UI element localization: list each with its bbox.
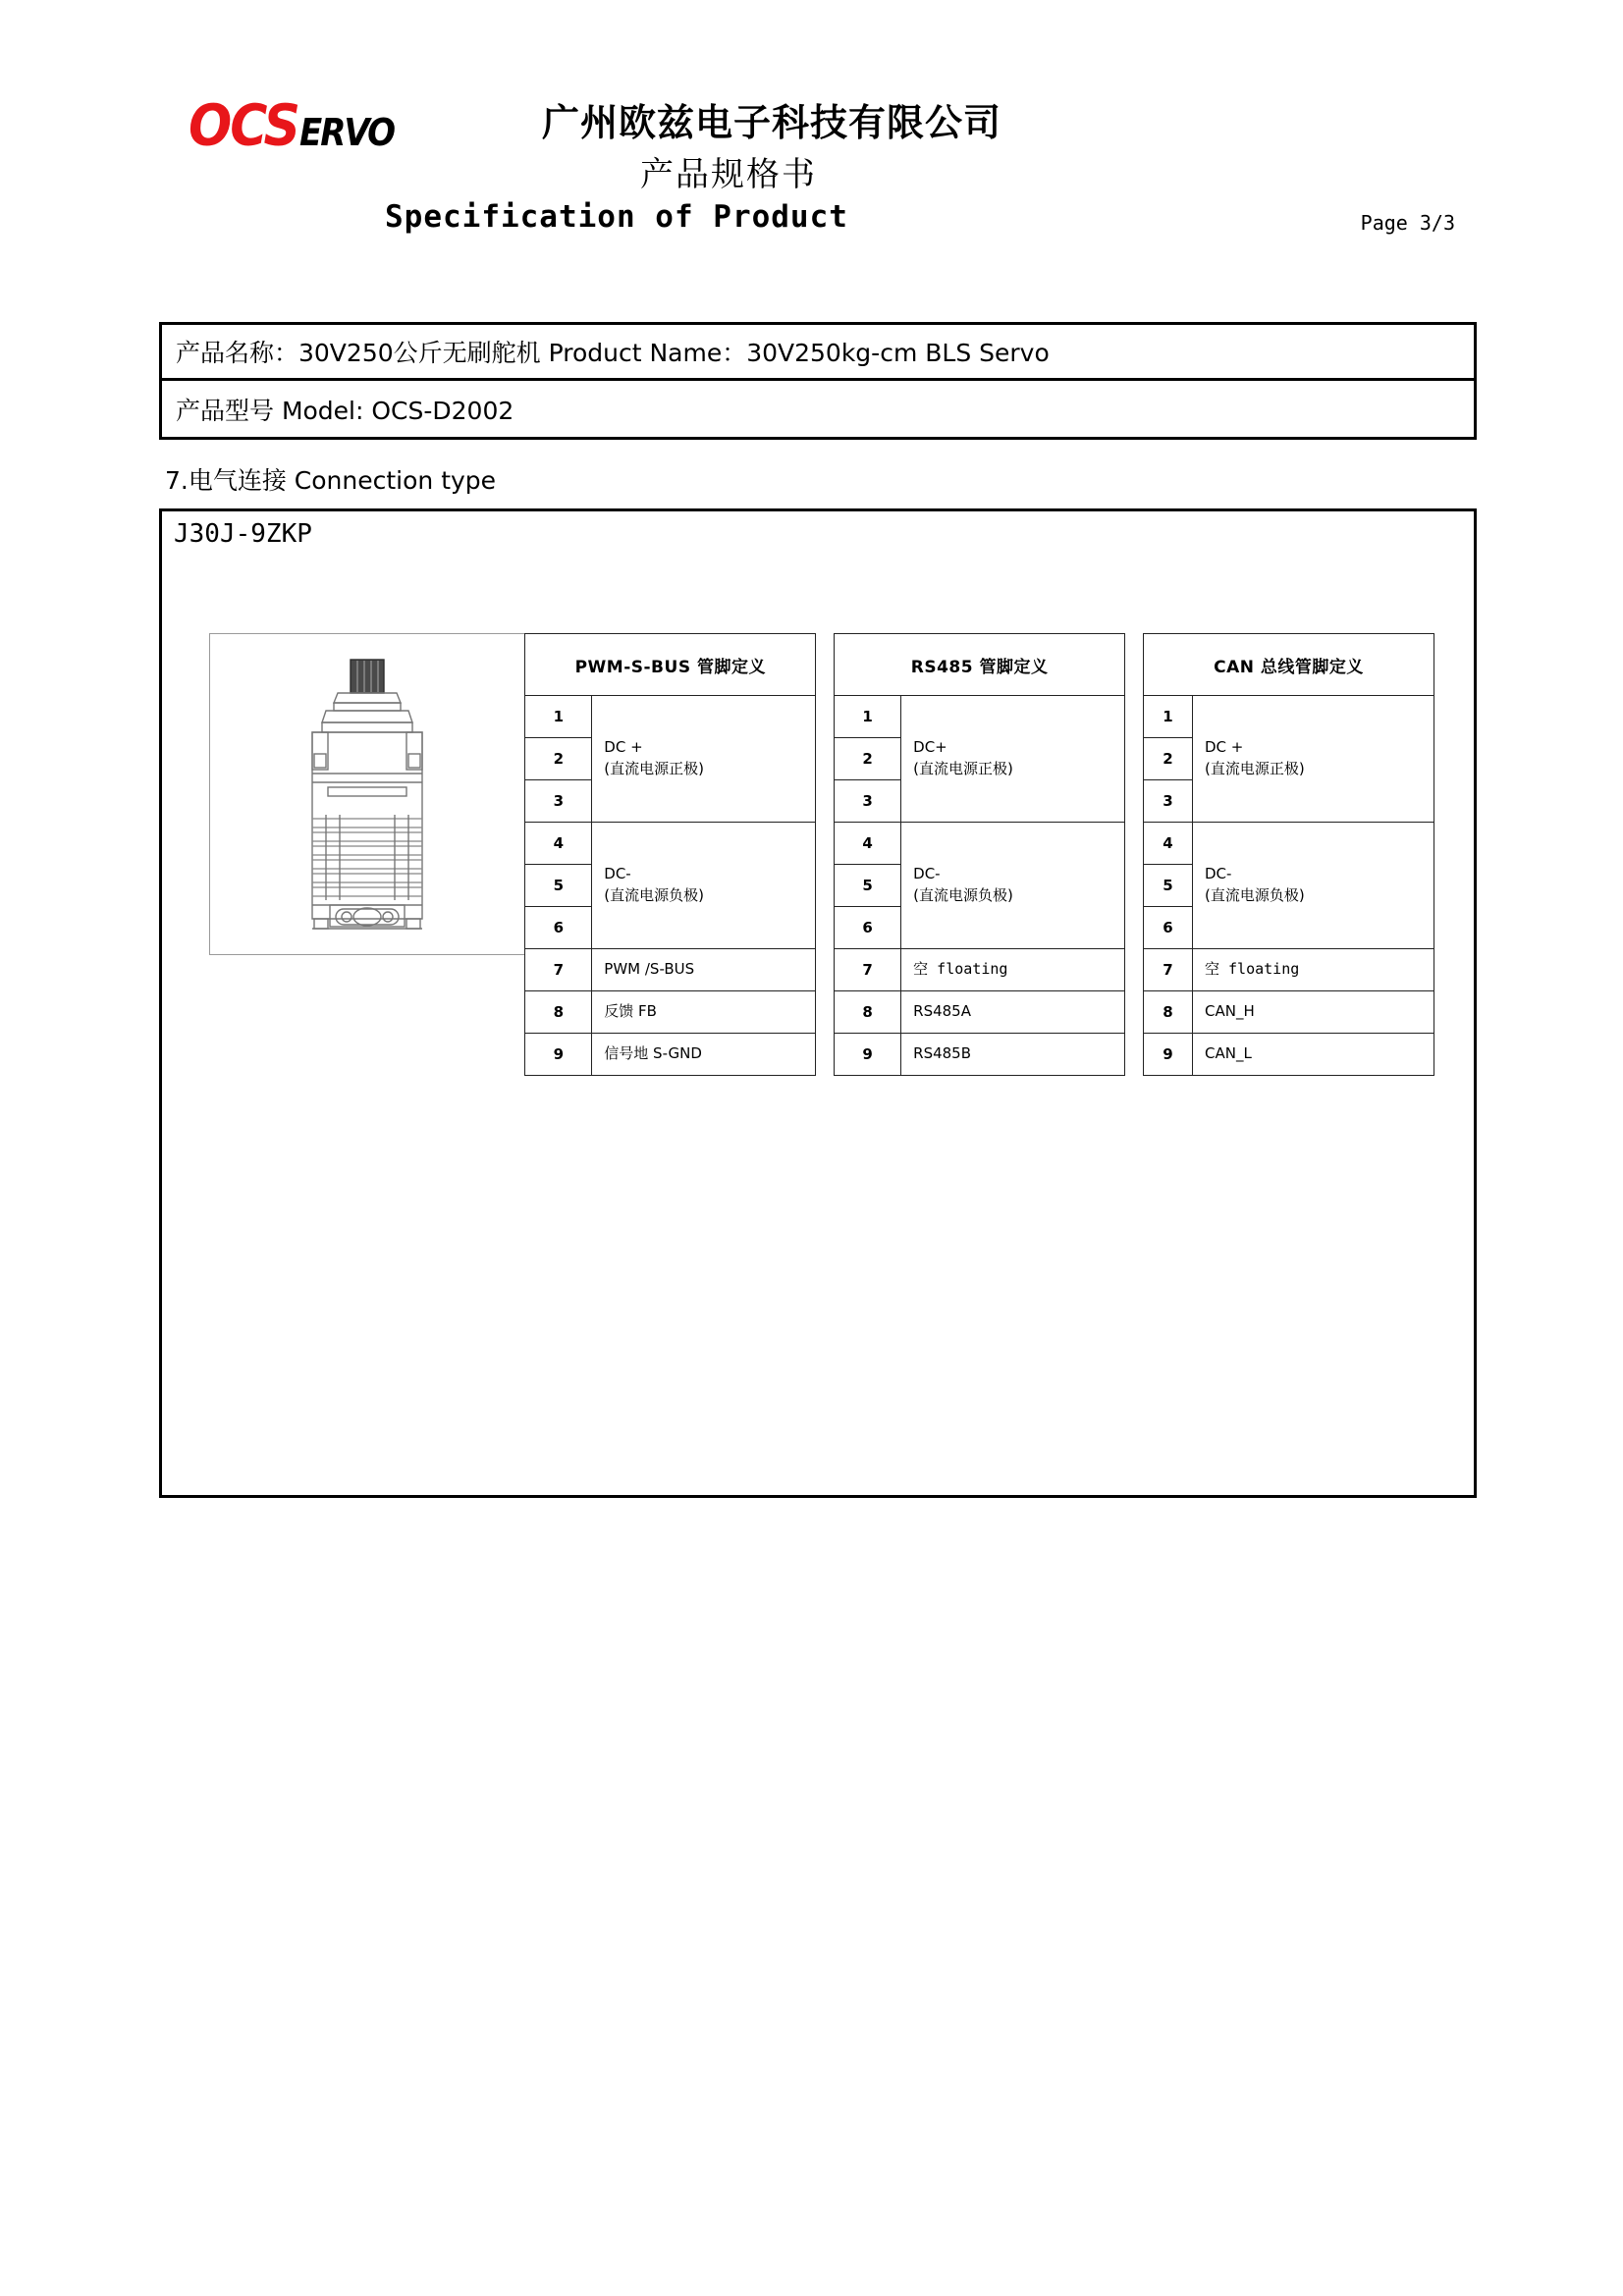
servo-image-cell: [209, 633, 524, 955]
pin-value: RS485B: [901, 1034, 1125, 1076]
pin-number: 5: [835, 865, 901, 907]
pin-value: CAN_L: [1192, 1034, 1434, 1076]
pin-number: 4: [525, 823, 592, 865]
pin-number: 6: [1143, 907, 1192, 949]
pin-number: 1: [1143, 696, 1192, 738]
pin-number: 8: [835, 991, 901, 1034]
pin-value: [592, 823, 816, 949]
pin-number: 1: [525, 696, 592, 738]
pin-number: 1: [835, 696, 901, 738]
pin-value-line2: (直流电源正极): [604, 760, 704, 777]
pin-number: 9: [1143, 1034, 1192, 1076]
pin-number: 8: [525, 991, 592, 1034]
table-row: [525, 991, 816, 1034]
pin-table-pwm-sbus: [524, 633, 816, 1076]
table-row: [835, 991, 1125, 1034]
table-spacer-2: [1125, 633, 1143, 955]
document-title-english: Specification of Product: [385, 199, 848, 235]
pin-value-line2: (直流电源负极): [604, 886, 704, 904]
pin-number: 4: [835, 823, 901, 865]
pin-number: 2: [835, 738, 901, 780]
pin-number: 8: [1143, 991, 1192, 1034]
table-row: [525, 1034, 816, 1076]
pin-value: 反馈 FB: [592, 991, 816, 1034]
pin-value: CAN_H: [1192, 991, 1434, 1034]
table-row: [525, 949, 816, 991]
pin-number: 7: [835, 949, 901, 991]
pin-number: 7: [1143, 949, 1192, 991]
pin-number: 3: [835, 780, 901, 823]
table-row: [1143, 1034, 1434, 1076]
pin-value: [1192, 823, 1434, 949]
table-row: [525, 696, 816, 738]
table-row: [1143, 991, 1434, 1034]
pin-value: 空 floating: [901, 949, 1125, 991]
pin-value: RS485A: [901, 991, 1125, 1034]
pin-number: 5: [1143, 865, 1192, 907]
document-header: [159, 71, 1477, 294]
pin-table-rs485: [834, 633, 1125, 1076]
table-row: [835, 823, 1125, 865]
product-name-text: 产品名称：30V250公斤无刷舵机 Product Name：30V250kg-cm BLS Servo: [176, 339, 1050, 367]
pin-table-header-can: CAN 总线管脚定义: [1143, 634, 1434, 696]
pin-value: [901, 696, 1125, 823]
servo-motor-icon: [269, 652, 465, 936]
connector-model-label: J30J-9ZKP: [174, 519, 312, 549]
pin-value: 空 floating: [1192, 949, 1434, 991]
pin-value: [592, 696, 816, 823]
table-row: [835, 1034, 1125, 1076]
pin-value-line1: DC-: [1204, 865, 1232, 883]
pin-value-line1: DC +: [1204, 738, 1244, 757]
section-heading: [165, 461, 496, 497]
pin-definition-area: [209, 633, 1434, 1063]
logo-text-secondary: ERVO: [298, 111, 394, 155]
document-title-chinese: 产品规格书: [640, 155, 817, 194]
pin-value: 信号地 S-GND: [592, 1034, 816, 1076]
pin-table-can: [1143, 633, 1434, 1076]
pin-number: 6: [525, 907, 592, 949]
product-model-text: 产品型号 Model: OCS-D2002: [176, 396, 514, 425]
pin-value-line2: (直流电源负极): [1204, 886, 1305, 904]
pin-value-line2: (直流电源负极): [913, 886, 1013, 904]
pin-number: 3: [525, 780, 592, 823]
pin-value-line1: DC-: [913, 865, 941, 883]
pin-value-line1: DC-: [604, 865, 631, 883]
table-row: [525, 823, 816, 865]
section-heading-text: 7.电气连接 Connection type: [165, 466, 497, 495]
logo-text-primary: OCS: [189, 92, 298, 159]
pin-table-header-pwm-sbus: PWM-S-BUS 管脚定义: [525, 634, 816, 696]
pin-value: [901, 823, 1125, 949]
pin-number: 9: [525, 1034, 592, 1076]
product-model-row: [162, 381, 1474, 437]
pin-number: 9: [835, 1034, 901, 1076]
company-logo: [189, 92, 394, 159]
product-info-box: [159, 322, 1477, 440]
pin-value-line1: DC +: [604, 738, 643, 757]
pin-number: 3: [1143, 780, 1192, 823]
company-name: 广州欧兹电子科技有限公司: [542, 101, 1002, 144]
pin-value: [1192, 696, 1434, 823]
pin-number: 5: [525, 865, 592, 907]
table-row: [1143, 696, 1434, 738]
pin-number: 4: [1143, 823, 1192, 865]
pin-number: 2: [525, 738, 592, 780]
table-row: [835, 949, 1125, 991]
pin-value: PWM /S-BUS: [592, 949, 816, 991]
pin-number: 7: [525, 949, 592, 991]
pin-number: 6: [835, 907, 901, 949]
table-row: [835, 696, 1125, 738]
pin-value-line2: (直流电源正极): [1204, 760, 1305, 777]
connection-type-box: [159, 508, 1477, 1498]
pin-value-line1: DC+: [913, 738, 947, 757]
table-row: [1143, 823, 1434, 865]
table-spacer-1: [816, 633, 834, 955]
pin-table-header-rs485: RS485 管脚定义: [835, 634, 1125, 696]
table-row: [1143, 949, 1434, 991]
pin-number: 2: [1143, 738, 1192, 780]
product-name-row: [162, 325, 1474, 381]
page-number: Page 3/3: [1360, 211, 1455, 235]
pin-value-line2: (直流电源正极): [913, 760, 1013, 777]
